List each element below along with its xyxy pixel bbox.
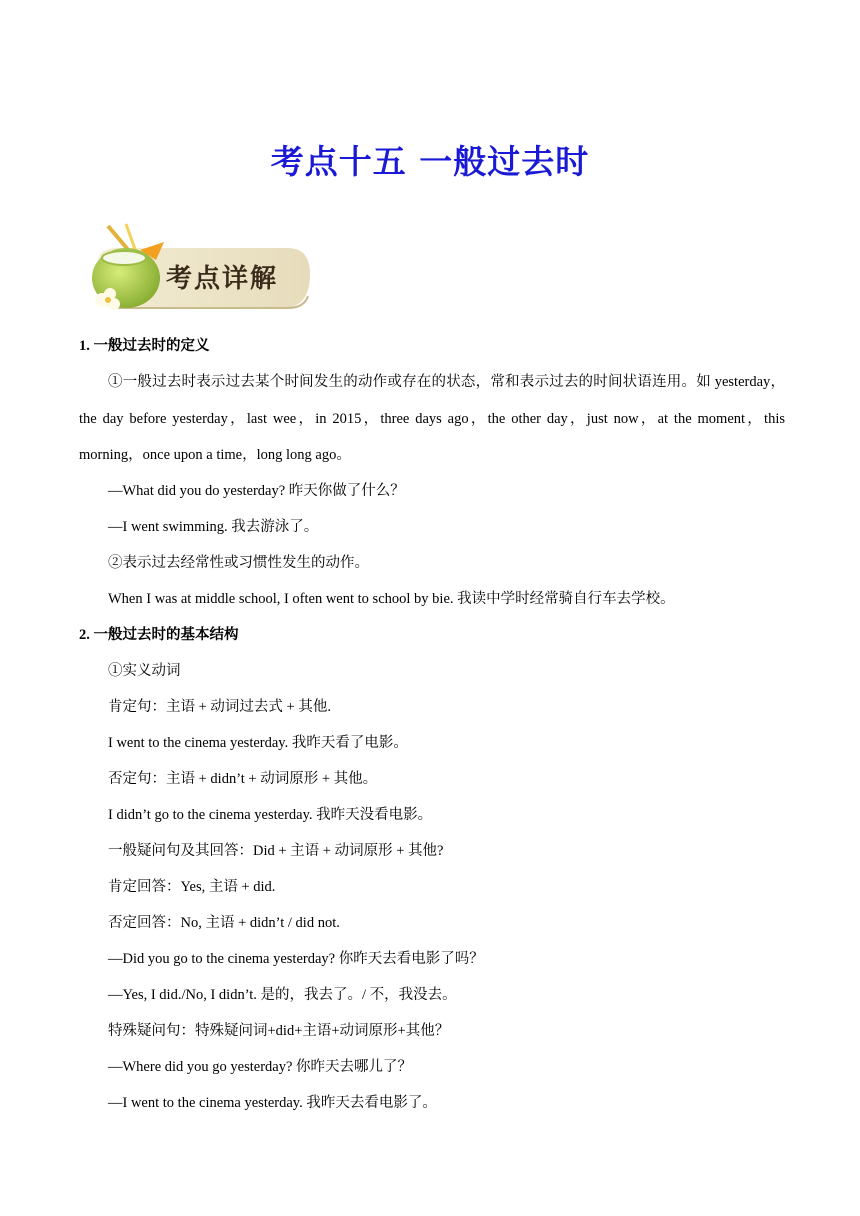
structure-line: 一般疑问句及其回答：Did + 主语 + 动词原形 + 其他?	[108, 843, 444, 859]
structure-line: I went to the cinema yesterday. 我昨天看了电影。	[108, 735, 408, 751]
structure-line: 否定回答：No, 主语 + didn’t / did not.	[108, 915, 340, 931]
structure-line: —Did you go to the cinema yesterday? 你昨天去看电影了吗？	[108, 951, 484, 967]
definition-point: ②表示过去经常性或习惯性发生的动作。	[108, 555, 369, 571]
structure-line: 特殊疑问句：特殊疑问词+did+主语+动词原形+其他？	[108, 1023, 450, 1039]
section-heading-definition: 1. 一般过去时的定义	[79, 338, 210, 354]
structure-line: 肯定句：主语 + 动词过去式 + 其他.	[108, 699, 331, 715]
structure-line: I didn’t go to the cinema yesterday. 我昨天没看电影。	[108, 807, 433, 823]
banner-label: 考点详解	[166, 264, 279, 294]
example-line: —What did you do yesterday? 昨天你做了什么？	[108, 483, 405, 499]
page-title: 考点十五 一般过去时	[270, 142, 590, 181]
section-heading-structure: 2. 一般过去时的基本结构	[79, 627, 239, 643]
structure-line: —Yes, I did./No, I didn’t. 是的，我去了。/ 不，我没去。	[108, 987, 457, 1003]
structure-line: 肯定回答：Yes, 主语 + did.	[108, 879, 276, 895]
structure-line: —Where did you go yesterday? 你昨天去哪儿了？	[108, 1059, 413, 1075]
definition-paragraph: ①一般过去时表示过去某个时间发生的动作或存在的状态，常和表示过去的时间状语连用。如 yesterday，the day before yesterday，last wee，in 2015，three days ago，the other day，just now，at the moment，this morning，once upon a time，long long ago。	[79, 374, 785, 463]
structure-line: 否定句：主语 + didn’t + 动词原形 + 其他。	[108, 771, 378, 787]
structure-line: —I went to the cinema yesterday. 我昨天去看电影了。	[108, 1095, 437, 1111]
example-line: When I was at middle school, I often went to school by bie. 我读中学时经常骑自行车去学校。	[108, 591, 675, 607]
section-banner	[78, 222, 314, 322]
example-line: —I went swimming. 我去游泳了。	[108, 519, 319, 535]
structure-line: ①实义动词	[108, 663, 181, 679]
